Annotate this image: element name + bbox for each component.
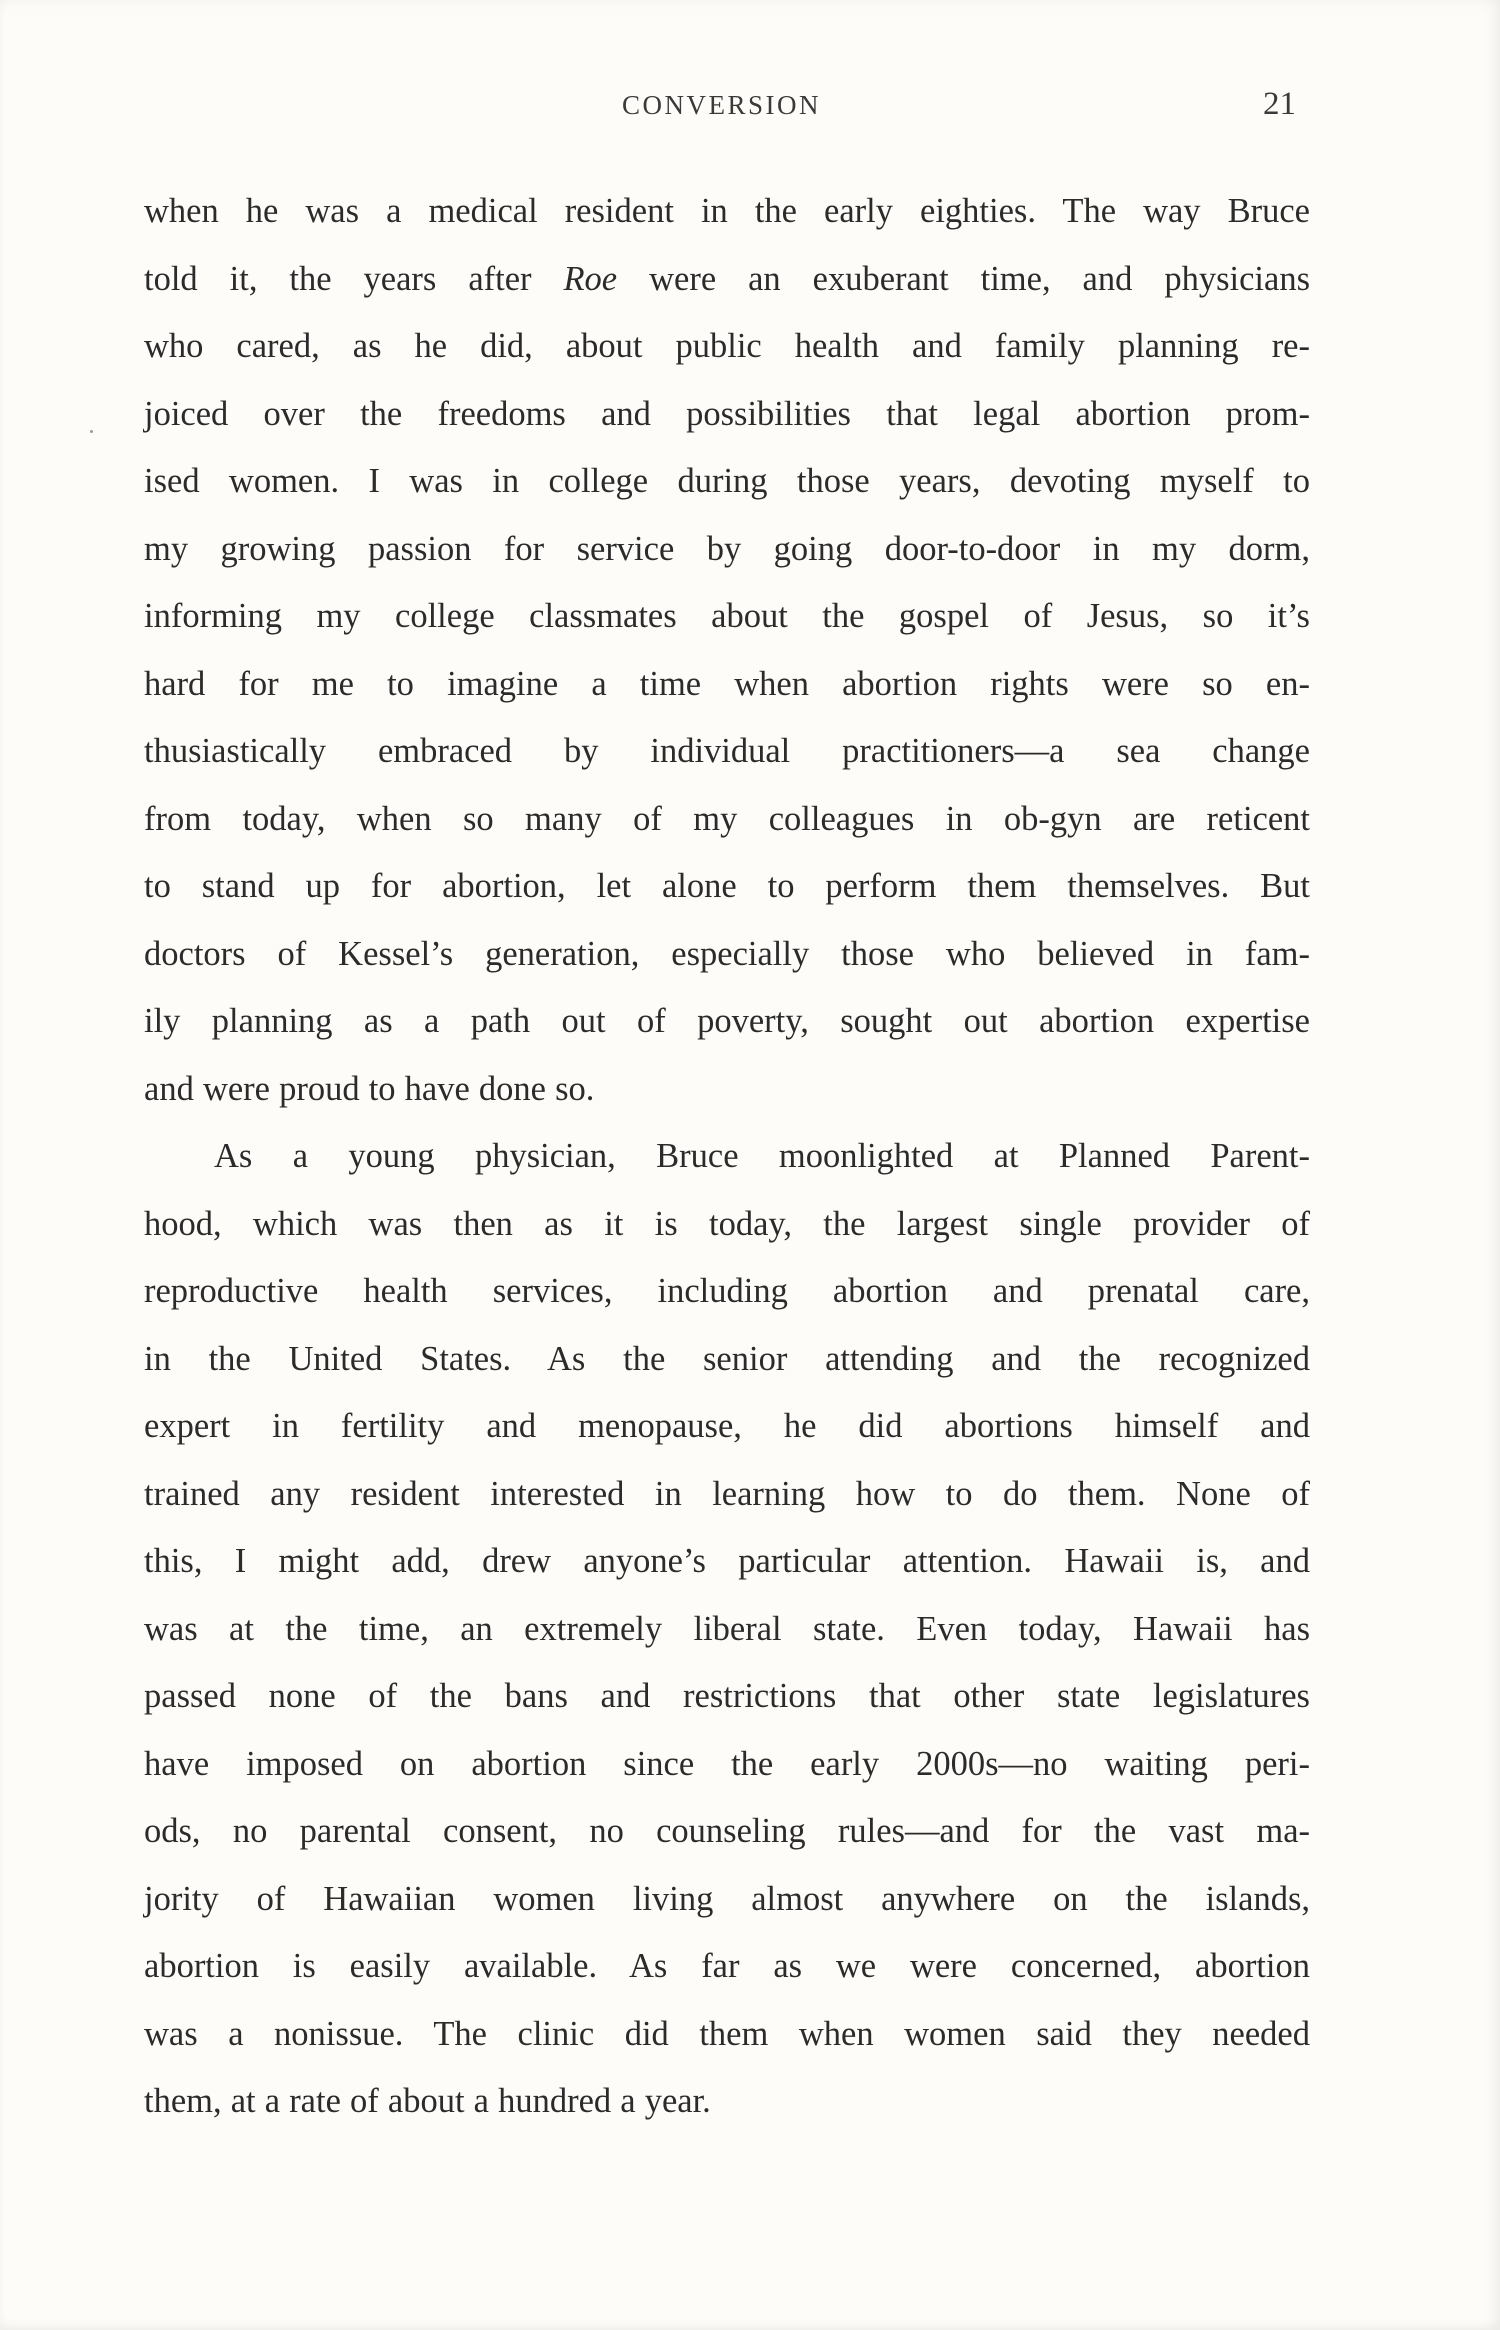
text-line: was at the time, an extremely liberal state. Even today, Hawaii has bbox=[144, 1609, 1310, 1648]
text-line: joiced over the freedoms and possibilities that legal abortion prom- bbox=[144, 394, 1310, 433]
text-line: ised women. I was in college during those years, devoting myself to bbox=[144, 462, 1310, 500]
text-line: expert in fertility and menopause, he did abortions himself and bbox=[144, 1407, 1310, 1445]
text-line: my growing passion for service by going door-to-door in my dorm, bbox=[144, 529, 1310, 568]
text-line: doctors of Kessel’s generation, especially those who believed in fam- bbox=[144, 934, 1310, 973]
text-line: when he was a medical resident in the early eighties. The way Bruce bbox=[144, 192, 1310, 230]
text-line: thusiastically embraced by individual practitioners—a sea change bbox=[144, 732, 1310, 770]
text-line: reproductive health services, including abortion and prenatal care, bbox=[144, 1272, 1310, 1310]
text-line: and were proud to have done so. bbox=[144, 1069, 595, 1108]
text-line: them, at a rate of about a hundred a year. bbox=[144, 2082, 711, 2120]
text-line: hood, which was then as it is today, the largest single provider of bbox=[144, 1204, 1310, 1243]
running-head: CONVERSION bbox=[621, 90, 821, 120]
paragraph-1 bbox=[144, 178, 1310, 1123]
text-line: As a young physician, Bruce moonlighted at Planned Parent- bbox=[214, 1137, 1310, 1175]
page-header bbox=[144, 82, 1310, 142]
text-line: have imposed on abortion since the early 2000s—no waiting peri- bbox=[144, 1744, 1310, 1783]
text-line: in the United States. As the senior attending and the recognized bbox=[144, 1339, 1310, 1378]
page-number: 21 bbox=[1263, 86, 1296, 122]
text-line: ily planning as a path out of poverty, sought out abortion expertise bbox=[144, 1002, 1310, 1040]
text-line: was a nonissue. The clinic did them when women said they needed bbox=[144, 2014, 1310, 2053]
text-line: told it, the years after Roe were an exuberant time, and physicians bbox=[144, 259, 1310, 298]
text-line: who cared, as he did, about public health and family planning re- bbox=[144, 327, 1310, 365]
text-line: abortion is easily available. As far as we were concerned, abortion bbox=[144, 1947, 1310, 1985]
text-line: to stand up for abortion, let alone to perform them themselves. But bbox=[144, 867, 1310, 905]
body-text bbox=[144, 178, 1310, 2136]
paragraph-2 bbox=[144, 1123, 1310, 2136]
stray-ink-mark bbox=[90, 430, 93, 433]
text-line: trained any resident interested in learning how to do them. None of bbox=[144, 1474, 1310, 1513]
text-line: hard for me to imagine a time when abortion rights were so en- bbox=[144, 664, 1310, 703]
text-line: informing my college classmates about the gospel of Jesus, so it’s bbox=[144, 597, 1310, 635]
text-line: passed none of the bans and restrictions that other state legislatures bbox=[144, 1677, 1310, 1715]
text-line: ods, no parental consent, no counseling rules—and for the vast ma- bbox=[144, 1812, 1310, 1850]
text-line: from today, when so many of my colleagues in ob-gyn are reticent bbox=[144, 799, 1310, 838]
italic-case-name: Roe bbox=[563, 259, 618, 298]
text-line: jority of Hawaiian women living almost anywhere on the islands, bbox=[144, 1879, 1310, 1918]
text-line: this, I might add, drew anyone’s particular attention. Hawaii is, and bbox=[144, 1542, 1310, 1580]
